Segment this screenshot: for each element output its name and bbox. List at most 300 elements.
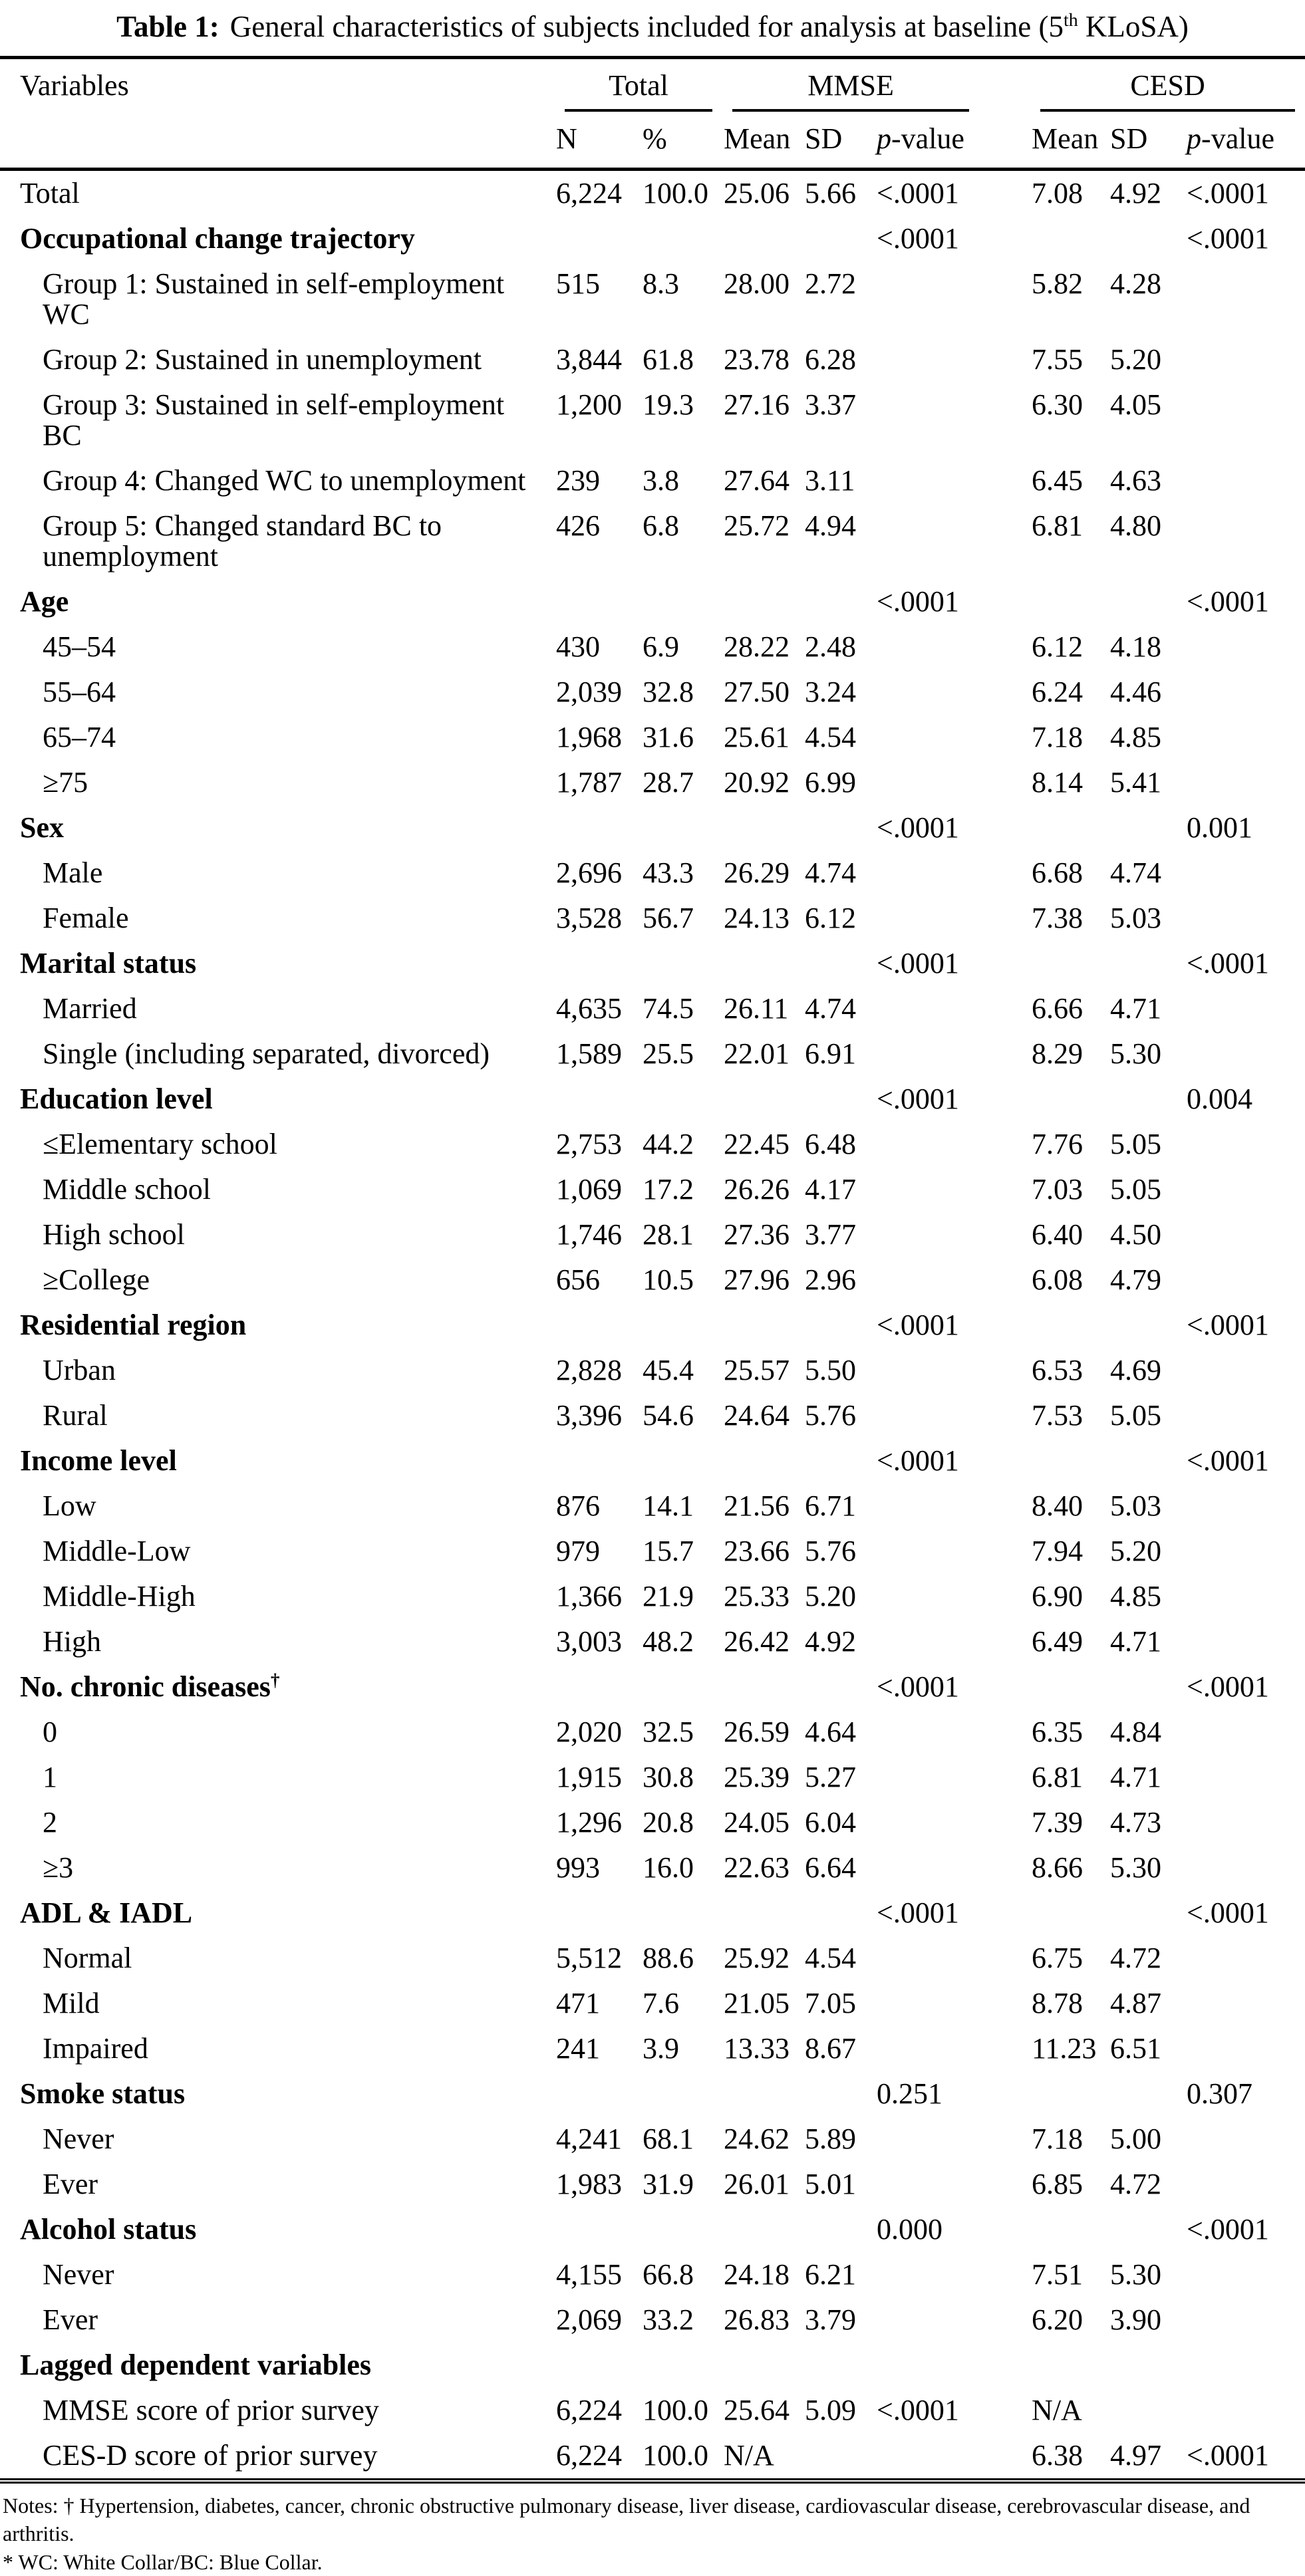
row-label: Marital status	[20, 947, 197, 980]
cell-cesd-sd: 4.84	[1110, 1716, 1162, 1749]
table-row	[0, 1438, 1305, 1483]
cell-mmse-pvalue	[875, 670, 979, 715]
cell-variable	[0, 1393, 555, 1438]
cell-n: 471	[556, 1987, 600, 2020]
cell-cesd-mean: 6.75	[1032, 1942, 1084, 1975]
cell-variable	[0, 2162, 555, 2207]
cell-mmse-pvalue	[875, 1348, 979, 1393]
cell-mmse-mean	[722, 2071, 803, 2117]
cell-variable	[0, 1122, 555, 1167]
row-label: Rural	[43, 1399, 108, 1432]
cell-cesd-mean: 7.76	[1032, 1128, 1084, 1161]
cell-pct	[641, 579, 722, 624]
cell-mmse-sd: 5.27	[805, 1761, 857, 1794]
cell-cesd-mean: 8.78	[1032, 1987, 1084, 2020]
cell-cesd-sd: 4.71	[1110, 1761, 1162, 1794]
cell-mmse-pvalue: <.0001	[877, 222, 959, 255]
cell-n	[555, 1303, 641, 1348]
cell-pct: 88.6	[643, 1942, 694, 1975]
row-label: Total	[20, 177, 80, 210]
cell-variable	[0, 1936, 555, 1981]
cell-cesd-pvalue	[1185, 503, 1305, 579]
cell-mmse-sd: 5.89	[805, 2123, 857, 2156]
spacer-cell	[979, 2026, 1030, 2071]
column-group-cesd-label: CESD	[1040, 68, 1295, 112]
cell-mmse-pvalue: <.0001	[877, 1083, 959, 1116]
cell-mmse-sd: 4.54	[805, 721, 857, 754]
spacer-cell	[979, 760, 1030, 805]
cell-mmse-mean	[722, 1303, 803, 1348]
cell-mmse-pvalue: <.0001	[877, 1670, 959, 1704]
cell-cesd-pvalue: <.0001	[1187, 1444, 1269, 1478]
cell-pct: 21.9	[643, 1580, 694, 1613]
spacer-cell	[979, 1710, 1030, 1755]
table-row	[0, 1890, 1305, 1936]
spacer-cell	[979, 2297, 1030, 2343]
cell-cesd-mean	[1030, 2343, 1109, 2388]
cell-mmse-sd	[803, 216, 875, 261]
cell-n: 515	[556, 267, 600, 301]
spacer-cell	[979, 2433, 1030, 2481]
cell-variable	[0, 2297, 555, 2343]
cell-mmse-mean: 27.50	[724, 676, 790, 709]
cell-mmse-sd	[803, 1303, 875, 1348]
row-label: Group 2: Sustained in unemployment	[43, 343, 482, 376]
cell-mmse-pvalue: <.0001	[877, 1896, 959, 1930]
cell-mmse-pvalue: <.0001	[877, 811, 959, 844]
cell-mmse-mean	[722, 1438, 803, 1483]
cell-mmse-mean: 21.56	[724, 1489, 790, 1523]
cell-variable	[0, 805, 555, 850]
cell-mmse-mean: 25.61	[724, 721, 790, 754]
cell-n: 2,020	[556, 1716, 622, 1749]
cell-mmse-sd: 3.11	[805, 464, 855, 497]
cell-cesd-mean: 6.35	[1032, 1716, 1084, 1749]
cell-pct: 56.7	[643, 902, 694, 935]
cell-pct: 7.6	[643, 1987, 679, 2020]
cell-cesd-sd: 5.30	[1110, 2258, 1162, 2291]
cell-mmse-mean: 28.00	[724, 267, 790, 301]
cell-cesd-mean: 7.55	[1032, 343, 1084, 376]
cell-mmse-mean: 25.39	[724, 1761, 790, 1794]
cell-mmse-mean: 28.22	[724, 630, 790, 664]
cell-variable	[0, 337, 555, 382]
cell-mmse-sd: 5.76	[805, 1535, 857, 1568]
row-label: Normal	[43, 1942, 132, 1975]
cell-cesd-mean: 7.03	[1032, 1173, 1084, 1206]
cell-pct: 48.2	[643, 1625, 694, 1658]
cell-n: 1,915	[556, 1761, 622, 1794]
row-label: Impaired	[43, 2032, 148, 2065]
table-row	[0, 2433, 1305, 2481]
table-row	[0, 1529, 1305, 1574]
cell-variable	[0, 2388, 555, 2433]
table-row	[0, 1664, 1305, 1710]
cell-cesd-pvalue	[1185, 1936, 1305, 1981]
spacer-column	[979, 58, 1030, 170]
table-row	[0, 1619, 1305, 1664]
caption-superscript: th	[1063, 10, 1078, 31]
spacer-cell	[979, 2343, 1030, 2388]
cell-cesd-mean: 6.45	[1032, 464, 1084, 497]
cell-mmse-mean: 20.92	[724, 766, 790, 799]
spacer-cell	[979, 1845, 1030, 1890]
cell-variable	[0, 1303, 555, 1348]
cell-cesd-mean	[1030, 1890, 1109, 1936]
cell-pct: 28.1	[643, 1218, 694, 1251]
table-row	[0, 337, 1305, 382]
cell-variable	[0, 1619, 555, 1664]
cell-n: 4,241	[556, 2123, 622, 2156]
row-label: Never	[43, 2258, 114, 2291]
cell-cesd-sd: 5.05	[1110, 1128, 1162, 1161]
row-label: 65–74	[43, 721, 116, 754]
cell-cesd-sd: 4.69	[1110, 1354, 1162, 1387]
cell-mmse-mean	[722, 216, 803, 261]
cell-pct: 10.5	[643, 1263, 694, 1297]
cell-cesd-pvalue	[1185, 1845, 1305, 1890]
cell-pct: 68.1	[643, 2123, 694, 2156]
row-label: Male	[43, 856, 103, 890]
cell-pct: 45.4	[643, 1354, 694, 1387]
table-row	[0, 1303, 1305, 1348]
spacer-cell	[979, 1077, 1030, 1122]
table-row	[0, 2162, 1305, 2207]
cell-cesd-mean: 6.12	[1032, 630, 1084, 664]
cell-variable	[0, 1574, 555, 1619]
cell-n: 1,200	[556, 388, 622, 422]
cell-cesd-mean: 6.38	[1032, 2439, 1084, 2472]
cell-cesd-sd: 4.85	[1110, 1580, 1162, 1613]
table-row	[0, 1212, 1305, 1257]
row-label: Ever	[43, 2168, 98, 2201]
table-row	[0, 2343, 1305, 2388]
cell-cesd-sd	[1109, 579, 1185, 624]
table-row	[0, 2252, 1305, 2297]
cell-pct: 30.8	[643, 1761, 694, 1794]
row-label: ≥75	[43, 766, 88, 799]
cell-cesd-pvalue	[1185, 261, 1305, 337]
spacer-cell	[979, 2252, 1030, 2297]
cell-mmse-mean	[722, 2207, 803, 2252]
cell-pct	[641, 1438, 722, 1483]
table-row	[0, 1257, 1305, 1303]
table-body	[0, 170, 1305, 2482]
spacer-cell	[979, 1981, 1030, 2026]
row-label: Lagged dependent variables	[20, 2349, 372, 2382]
cell-variable	[0, 1077, 555, 1122]
cell-cesd-mean: 6.68	[1032, 856, 1084, 890]
cell-cesd-pvalue	[1185, 1755, 1305, 1800]
cell-n: 2,039	[556, 676, 622, 709]
cell-variable	[0, 261, 555, 337]
spacer-cell	[979, 2071, 1030, 2117]
cell-variable	[0, 850, 555, 896]
row-label: Ever	[43, 2303, 98, 2337]
cell-pct: 32.8	[643, 676, 694, 709]
spacer-cell	[979, 670, 1030, 715]
cell-pct: 74.5	[643, 992, 694, 1025]
cell-n: 6,224	[556, 2439, 622, 2472]
cell-pct	[641, 2343, 722, 2388]
table-row	[0, 896, 1305, 941]
cell-mmse-pvalue	[875, 261, 979, 337]
cell-n: 993	[556, 1851, 600, 1884]
cell-cesd-pvalue	[1185, 1257, 1305, 1303]
cell-mmse-mean: 24.64	[724, 1399, 790, 1432]
cell-mmse-mean: 25.92	[724, 1942, 790, 1975]
cell-n: 4,635	[556, 992, 622, 1025]
cell-mmse-pvalue	[875, 1619, 979, 1664]
table-caption	[0, 8, 1305, 45]
cell-variable	[0, 2343, 555, 2388]
row-label: High school	[43, 1218, 185, 1251]
cell-mmse-pvalue	[875, 458, 979, 503]
cell-mmse-pvalue: <.0001	[877, 177, 959, 210]
cell-mmse-pvalue	[875, 1393, 979, 1438]
cell-variable	[0, 1981, 555, 2026]
cell-pct: 44.2	[643, 1128, 694, 1161]
spacer-cell	[979, 1529, 1030, 1574]
cell-cesd-pvalue	[1185, 850, 1305, 896]
cell-mmse-pvalue	[875, 1800, 979, 1845]
cell-n	[555, 1438, 641, 1483]
cell-mmse-pvalue	[875, 715, 979, 760]
cell-cesd-sd: 4.74	[1110, 856, 1162, 890]
cell-mmse-mean: 24.13	[724, 902, 790, 935]
cell-cesd-sd: 4.05	[1110, 388, 1162, 422]
cell-cesd-sd: 4.97	[1110, 2439, 1162, 2472]
cell-mmse-pvalue	[875, 1122, 979, 1167]
cell-cesd-pvalue	[1185, 1619, 1305, 1664]
cell-mmse-pvalue	[875, 1574, 979, 1619]
table-row	[0, 805, 1305, 850]
row-label: 0	[43, 1716, 57, 1749]
cell-mmse-mean: 22.01	[724, 1037, 790, 1071]
cell-mmse-sd: 5.50	[805, 1354, 857, 1387]
spacer-cell	[979, 715, 1030, 760]
cell-n: 6,224	[556, 177, 622, 210]
cell-mmse-mean: 24.62	[724, 2123, 790, 2156]
cell-cesd-sd	[1109, 216, 1185, 261]
spacer-cell	[979, 579, 1030, 624]
cell-cesd-sd: 5.20	[1110, 343, 1162, 376]
cell-n	[555, 1664, 641, 1710]
cell-n: 1,787	[556, 766, 622, 799]
row-label: ≤Elementary school	[43, 1128, 277, 1161]
spacer-cell	[979, 850, 1030, 896]
spacer-cell	[979, 1031, 1030, 1077]
row-label: Group 1: Sustained in self-employment WC	[43, 267, 505, 331]
table-row	[0, 1393, 1305, 1438]
cell-cesd-mean	[1030, 579, 1109, 624]
column-header-mmse-sd: SD	[803, 112, 875, 170]
cell-n	[555, 216, 641, 261]
cell-cesd-pvalue	[1185, 715, 1305, 760]
cell-mmse-mean	[722, 2343, 803, 2388]
cell-pct: 3.8	[643, 464, 679, 497]
row-label: Middle-Low	[43, 1535, 191, 1568]
cell-cesd-sd	[1109, 1438, 1185, 1483]
cell-n: 3,396	[556, 1399, 622, 1432]
cell-cesd-sd: 4.71	[1110, 1625, 1162, 1658]
cell-cesd-pvalue: 0.001	[1187, 811, 1253, 844]
cell-cesd-pvalue	[1185, 1122, 1305, 1167]
caption-label: Table 1:	[116, 10, 219, 43]
cell-mmse-pvalue	[875, 337, 979, 382]
cell-pct: 66.8	[643, 2258, 694, 2291]
cell-cesd-sd: 4.71	[1110, 992, 1162, 1025]
table-row	[0, 1845, 1305, 1890]
cell-cesd-mean	[1030, 941, 1109, 986]
table-row	[0, 2117, 1305, 2162]
cell-cesd-sd	[1109, 2388, 1185, 2433]
caption-text: General characteristics of subjects included for analysis at baseline (5	[229, 10, 1064, 43]
table-row	[0, 1031, 1305, 1077]
cell-cesd-sd: 4.79	[1110, 1263, 1162, 1297]
cell-pct: 8.3	[643, 267, 679, 301]
cell-cesd-pvalue	[1185, 1212, 1305, 1257]
row-label: Never	[43, 2123, 114, 2156]
table-row	[0, 850, 1305, 896]
cell-cesd-mean: 7.08	[1032, 177, 1084, 210]
cell-pct: 20.8	[643, 1806, 694, 1839]
column-group-total-label: Total	[565, 68, 712, 112]
cell-n: 3,528	[556, 902, 622, 935]
cell-mmse-pvalue	[875, 1845, 979, 1890]
cell-mmse-sd	[803, 805, 875, 850]
cell-cesd-pvalue	[1185, 2343, 1305, 2388]
cell-mmse-sd: 8.67	[805, 2032, 857, 2065]
cell-mmse-pvalue	[875, 1755, 979, 1800]
cell-cesd-pvalue	[1185, 1800, 1305, 1845]
note-dagger: Notes: † Hypertension, diabetes, cancer, chronic obstructive pulmonary disease, liver disease, cardiovascular disease, cerebrovascular disease, and arthritis.	[3, 2494, 1250, 2546]
cell-variable	[0, 1483, 555, 1529]
spacer-cell	[979, 1303, 1030, 1348]
cell-pct: 54.6	[643, 1399, 694, 1432]
p-rest: -value	[1201, 122, 1274, 156]
cell-cesd-pvalue	[1185, 670, 1305, 715]
cell-pct: 6.9	[643, 630, 679, 664]
spacer-cell	[979, 216, 1030, 261]
cell-cesd-mean: 7.18	[1032, 721, 1084, 754]
row-label-superscript: †	[270, 1670, 280, 1690]
cell-variable	[0, 1212, 555, 1257]
cell-cesd-mean: 8.14	[1032, 766, 1084, 799]
cell-mmse-pvalue	[875, 896, 979, 941]
cell-cesd-sd: 4.80	[1110, 509, 1162, 543]
row-label: Mild	[43, 1987, 100, 2020]
row-label: Occupational change trajectory	[20, 222, 415, 255]
cell-cesd-mean: 6.20	[1032, 2303, 1084, 2337]
cell-cesd-mean: 6.81	[1032, 509, 1084, 543]
cell-mmse-mean: 26.01	[724, 2168, 790, 2201]
cell-n: 430	[556, 630, 600, 664]
cell-cesd-mean: 5.82	[1032, 267, 1084, 301]
p-rest: -value	[891, 122, 964, 156]
cell-mmse-mean: 26.83	[724, 2303, 790, 2337]
cell-cesd-pvalue: <.0001	[1187, 1896, 1269, 1930]
cell-cesd-sd: 4.73	[1110, 1806, 1162, 1839]
cell-mmse-sd	[803, 1077, 875, 1122]
cell-mmse-mean: 26.59	[724, 1716, 790, 1749]
cell-cesd-sd: 5.30	[1110, 1851, 1162, 1884]
cell-mmse-pvalue: <.0001	[877, 1309, 959, 1342]
cell-n	[555, 1077, 641, 1122]
table-row	[0, 760, 1305, 805]
cell-mmse-sd: 4.74	[805, 992, 857, 1025]
spacer-cell	[979, 2388, 1030, 2433]
cell-mmse-sd: 4.74	[805, 856, 857, 890]
cell-mmse-sd: 6.28	[805, 343, 857, 376]
column-group-mmse-label: MMSE	[732, 68, 969, 112]
cell-mmse-sd: 4.54	[805, 1942, 857, 1975]
cell-mmse-sd: 4.17	[805, 1173, 857, 1206]
spacer-cell	[979, 1393, 1030, 1438]
cell-cesd-mean: 7.39	[1032, 1806, 1084, 1839]
cell-cesd-sd: 5.05	[1110, 1399, 1162, 1432]
cell-mmse-sd	[803, 1438, 875, 1483]
cell-cesd-sd: 4.28	[1110, 267, 1162, 301]
cell-cesd-pvalue	[1185, 1710, 1305, 1755]
cell-mmse-sd	[803, 1890, 875, 1936]
cell-cesd-pvalue	[1185, 2026, 1305, 2071]
row-label: ≥College	[43, 1263, 150, 1297]
cell-cesd-mean: 7.51	[1032, 2258, 1084, 2291]
cell-mmse-pvalue	[875, 1212, 979, 1257]
cell-mmse-sd: 3.37	[805, 388, 857, 422]
cell-n: 1,983	[556, 2168, 622, 2201]
cell-n	[555, 1890, 641, 1936]
cell-variable	[0, 1664, 555, 1710]
cell-mmse-pvalue	[875, 1031, 979, 1077]
cell-mmse-mean: 25.64	[724, 2394, 790, 2427]
cell-mmse-sd: 5.01	[805, 2168, 857, 2201]
cell-mmse-pvalue	[875, 986, 979, 1031]
row-label: No. chronic diseases	[20, 1670, 271, 1704]
p-italic: p	[1187, 122, 1202, 156]
row-label: 1	[43, 1761, 57, 1794]
cell-variable	[0, 986, 555, 1031]
cell-mmse-mean: 25.57	[724, 1354, 790, 1387]
cell-cesd-sd: 5.05	[1110, 1173, 1162, 1206]
cell-n: 5,512	[556, 1942, 622, 1975]
cell-variable	[0, 1890, 555, 1936]
table-row	[0, 170, 1305, 217]
spacer-cell	[979, 1348, 1030, 1393]
cell-mmse-pvalue: 0.000	[877, 2213, 943, 2246]
column-header-n: N	[555, 112, 641, 170]
table-row	[0, 1981, 1305, 2026]
cell-variable	[0, 1031, 555, 1077]
cell-mmse-pvalue: <.0001	[877, 2394, 959, 2427]
row-label: ≥3	[43, 1851, 74, 1884]
cell-variable	[0, 624, 555, 670]
cell-mmse-mean: 27.16	[724, 388, 790, 422]
cell-mmse-mean: 25.72	[724, 509, 790, 543]
cell-n	[555, 805, 641, 850]
cell-variable	[0, 170, 555, 217]
cell-variable	[0, 760, 555, 805]
cell-cesd-pvalue	[1185, 1167, 1305, 1212]
table-row	[0, 1122, 1305, 1167]
cell-pct: 28.7	[643, 766, 694, 799]
cell-cesd-pvalue: <.0001	[1187, 947, 1269, 980]
row-label: Age	[20, 585, 69, 618]
row-label: 45–54	[43, 630, 116, 664]
row-label: Alcohol status	[20, 2213, 197, 2246]
row-label: High	[43, 1625, 101, 1658]
